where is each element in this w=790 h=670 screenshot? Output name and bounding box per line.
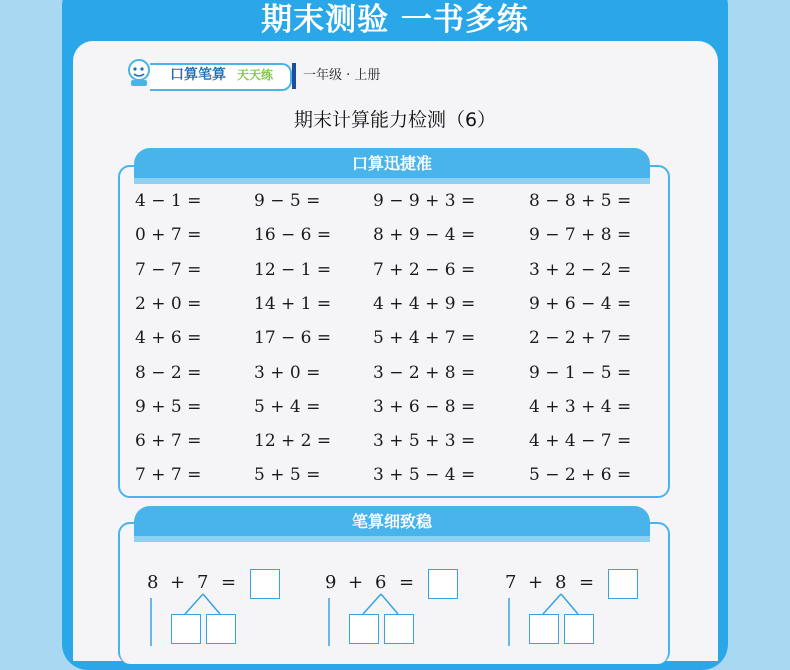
equation: 12 − 1 = [254,259,332,280]
problem-b: 6 [375,572,387,593]
problem-a: 7 [505,572,517,593]
equation: 9 − 5 = [254,191,321,211]
answer-box[interactable] [428,569,458,599]
problem-b: 8 [555,572,567,593]
split-box[interactable] [171,614,201,644]
worksheet-title: 期末计算能力检测（6） [293,109,497,131]
brand-sub-label: 天天练 [237,68,274,82]
split-box[interactable] [564,614,594,644]
equation: 3 + 5 + 3 = [373,431,476,452]
equation: 2 − 2 + 7 = [529,328,632,349]
section-1-title: 口算迅捷准 [134,148,650,180]
equation: 4 + 4 + 9 = [373,293,476,314]
equation: 5 − 2 + 6 = [529,465,632,486]
branch-line [561,594,578,614]
equation: 7 − 7 = [135,259,202,280]
branch-line [363,594,381,614]
branch-line [203,594,220,614]
equation: 6 + 7 = [135,431,202,452]
equation: 4 + 4 − 7 = [529,431,632,452]
equation: 12 + 2 = [254,431,332,452]
equation: 4 + 6 = [135,328,202,349]
problem-op: + [348,572,364,593]
problem-op: + [170,572,186,593]
equation: 4 + 3 + 4 = [529,396,632,417]
split-box[interactable] [349,614,379,644]
split-box[interactable] [206,614,236,644]
equation: 16 − 6 = [254,225,332,246]
equation: 2 + 0 = [135,293,202,314]
problem-eq: = [221,572,237,593]
equation: 5 + 5 = [254,465,321,486]
equation: 9 − 1 − 5 = [529,362,632,383]
equation: 4 − 1 = [135,191,202,211]
equation: 3 − 2 + 8 = [373,362,476,383]
equation: 7 + 7 = [135,465,202,486]
grade-label: 一年级 · 上册 [303,68,381,83]
equation: 17 − 6 = [254,328,332,349]
equation: 14 + 1 = [254,293,332,314]
equation: 8 + 9 − 4 = [373,225,476,246]
equation: 9 − 9 + 3 = [373,191,476,211]
split-box[interactable] [529,614,559,644]
equation: 3 + 6 − 8 = [373,396,476,417]
branch-line [381,594,398,614]
problem-b: 7 [197,572,209,593]
equation: 0 + 7 = [135,225,202,246]
section-2-title: 笔算细致稳 [134,506,650,538]
answer-box[interactable] [250,569,280,599]
equation: 9 + 6 − 4 = [529,293,632,314]
equation: 8 − 8 + 5 = [529,191,632,211]
problem-eq: = [579,572,595,593]
equation: 3 + 2 − 2 = [529,259,632,280]
equation: 3 + 5 − 4 = [373,465,476,486]
problem-a: 8 [147,572,159,593]
split-box[interactable] [384,614,414,644]
equation: 5 + 4 + 7 = [373,328,476,349]
equation: 5 + 4 = [254,396,321,417]
equation: 9 + 5 = [135,396,202,417]
answer-box[interactable] [608,569,638,599]
brand-main-label: 口算笔算 [170,67,226,83]
branch-line [543,594,561,614]
problem-a: 9 [325,572,337,593]
banner-title: 期末测验 一书多练 [261,2,529,38]
equation: 9 − 7 + 8 = [529,225,632,246]
problem-op: + [528,572,544,593]
branch-line [185,594,203,614]
equation: 3 + 0 = [254,362,321,383]
equation: 8 − 2 = [135,362,202,383]
problem-eq: = [399,572,415,593]
equation: 7 + 2 − 6 = [373,259,476,280]
